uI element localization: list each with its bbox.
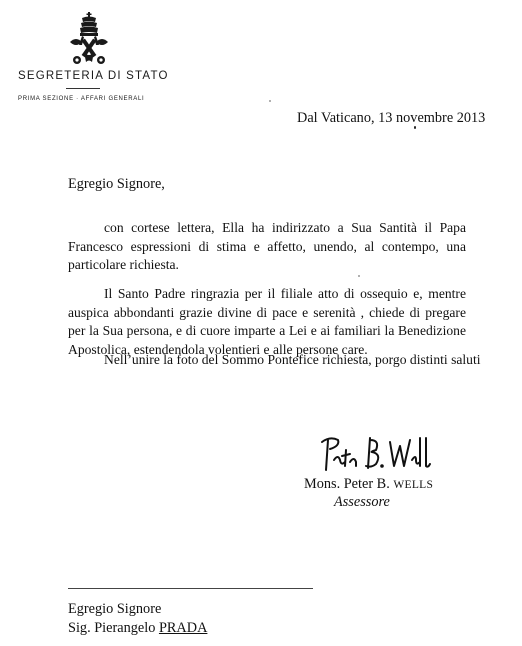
signer-prefix: Mons. Peter B. <box>304 476 394 492</box>
addressee-prefix: Sig. Pierangelo <box>68 620 159 636</box>
addressee-line-1: Egregio Signore <box>68 601 162 617</box>
office-section: PRIMA SEZIONE · AFFARI GENERALI <box>18 96 145 102</box>
addressee-surname: PRADA <box>158 620 208 636</box>
scan-speck <box>358 275 360 277</box>
body-paragraph-2: Il Santo Padre ringrazia per il filiale atto di ossequio e, mentre auspica abbondanti grazie divine di pace e serenità , chiede di pregare per la Sua persona, e di cuore imparte a Lei e ai familiari la Benedizione Apostolica, estendendola volentieri e alle persone care. <box>68 286 466 357</box>
office-name: SEGRETERIA DI STATO <box>18 70 169 82</box>
salutation: Egregio Signore, <box>68 176 165 192</box>
signer-name <box>304 476 433 493</box>
papal-keys-tiara-emblem-icon <box>62 12 116 68</box>
addressee-line-2 <box>68 619 207 638</box>
scan-speck <box>414 126 416 129</box>
signer-surname: WELLS <box>393 479 434 491</box>
handwritten-signature <box>316 432 436 480</box>
body-paragraph-3: Nell’unire la foto del Sommo Pontefice richiesta, porgo distinti saluti <box>104 352 481 367</box>
addressee-block <box>68 600 207 638</box>
scan-speck <box>269 100 271 102</box>
signer-role: Assessore <box>334 494 390 510</box>
footer-divider <box>68 588 313 589</box>
dateline: Dal Vaticano, 13 novembre 2013 <box>297 110 486 126</box>
office-underline-divider <box>66 88 100 89</box>
body-paragraph-1: con cortese lettera, Ella ha indirizzato a Sua Santità il Papa Francesco espressioni di stima e affetto, unendo, al contempo, una particolare richiesta. <box>68 220 466 272</box>
